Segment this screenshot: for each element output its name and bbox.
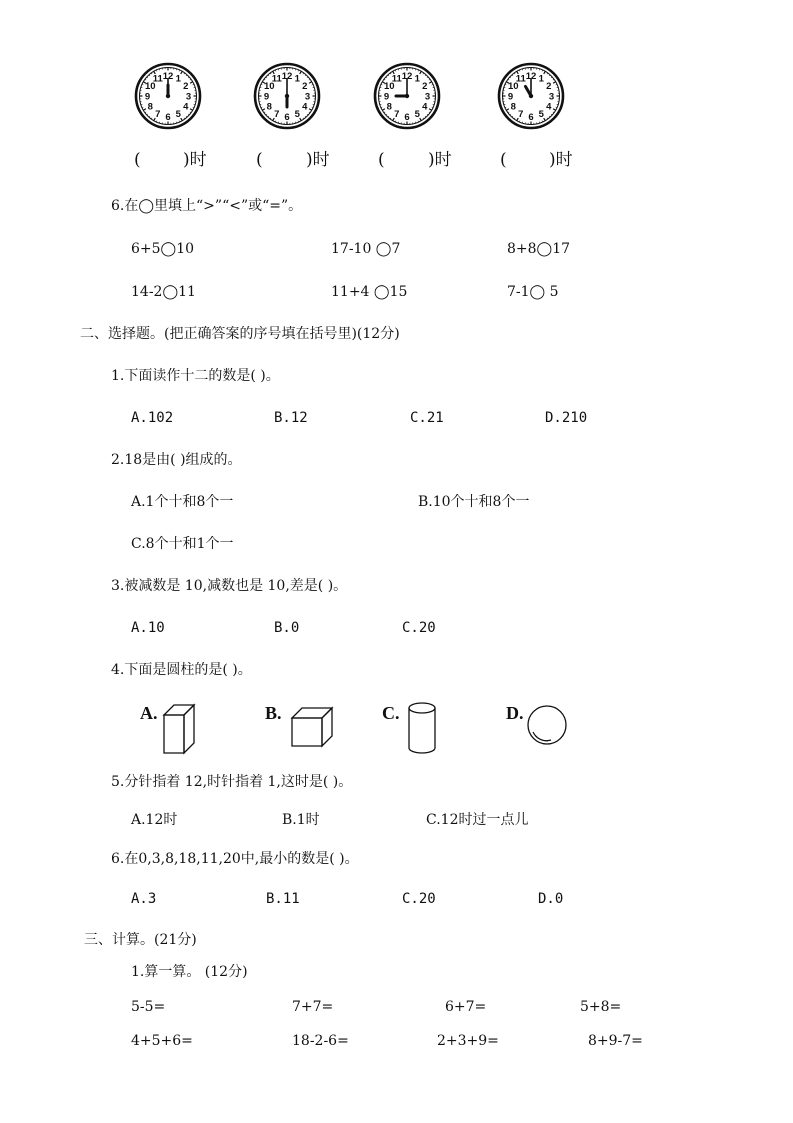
clock-number: 10	[263, 81, 275, 93]
clock-tick	[429, 82, 432, 84]
clock-number: 9	[263, 91, 270, 103]
clock-tick	[429, 112, 430, 113]
sphere-shape	[524, 702, 570, 748]
clock-tick	[547, 118, 548, 119]
clock-number: 11	[515, 73, 526, 85]
clock-tick	[544, 71, 546, 74]
calc-item: 5-5=	[131, 999, 166, 1015]
clock-number: 5	[414, 109, 420, 121]
calc-item: 7+7=	[292, 999, 334, 1015]
clock-tick	[188, 114, 189, 115]
clock-tick	[184, 118, 185, 119]
clock-number: 12	[281, 70, 293, 82]
clock-number: 7	[518, 109, 524, 121]
clock-tick	[386, 114, 387, 115]
cuboid-shape	[160, 701, 196, 755]
compare-item: 17-10 ◯7	[331, 241, 401, 257]
clock-tick	[547, 73, 548, 74]
clock-tick	[309, 112, 310, 113]
clock-tick	[510, 114, 511, 115]
clock-answer-close: )时	[549, 150, 573, 170]
clock-number: 4	[302, 101, 308, 113]
option: C.20	[402, 620, 436, 636]
clock-tick	[386, 77, 387, 78]
clock-tick	[190, 109, 193, 111]
clock-number: 4	[422, 101, 428, 113]
option: A.3	[131, 891, 157, 907]
option: B.10个十和8个一	[418, 494, 530, 510]
clock-tick	[429, 109, 432, 111]
clock-number: 1	[294, 73, 300, 85]
clock-number: 3	[185, 91, 192, 103]
clock-answer-open: (	[256, 150, 263, 170]
clock-number: 6	[528, 111, 534, 123]
clock-tick	[147, 77, 148, 78]
clock-number: 12	[401, 70, 413, 82]
clock-tick	[512, 75, 513, 76]
clock-number: 8	[147, 101, 153, 113]
option-label-b: B.	[265, 703, 282, 723]
clock-tick	[307, 114, 308, 115]
clock-number: 10	[507, 81, 519, 93]
option: D.210	[545, 410, 588, 426]
option: C.20	[402, 891, 436, 907]
section-title: 三、计算。(21分)	[84, 932, 197, 948]
option: C.12时过一点儿	[426, 812, 529, 828]
clock-number: 9	[507, 91, 514, 103]
clock-number: 8	[386, 101, 392, 113]
clock-tick	[553, 112, 554, 113]
clock-number: 12	[525, 70, 537, 82]
clock-number: 12	[162, 70, 174, 82]
clock-answer-open: (	[378, 150, 385, 170]
clock-tick	[151, 118, 152, 119]
clock-tick	[190, 112, 191, 113]
question-text: 5.分针指着 12,时针指着 1,这时是( )。	[111, 774, 353, 790]
clock-number: 10	[383, 81, 395, 93]
clock-tick	[149, 116, 150, 117]
clock-tick	[425, 116, 426, 117]
clock-tick	[149, 75, 150, 76]
clock-tick	[508, 112, 509, 113]
clock-tick	[553, 109, 556, 111]
clock-number: 2	[422, 81, 428, 93]
calc-item: 2+3+9=	[437, 1033, 499, 1049]
calc-item: 8+9-7=	[588, 1033, 643, 1049]
clock-tick	[427, 77, 428, 78]
clock-tick	[384, 79, 385, 80]
clock-tick	[425, 75, 426, 76]
calc-item: 5+8=	[580, 999, 622, 1015]
clock-tick	[553, 79, 554, 80]
clock-tick	[384, 112, 385, 113]
option-label-a: A.	[140, 703, 158, 723]
calc-item: 6+7=	[445, 999, 487, 1015]
clock-tick	[309, 79, 310, 80]
option: B.12	[274, 410, 308, 426]
clock-center	[529, 94, 533, 98]
clock-answer-close: )时	[306, 150, 330, 170]
clock-tick	[307, 77, 308, 78]
clock-tick	[427, 114, 428, 115]
clock-tick	[508, 79, 509, 80]
clock-tick	[188, 77, 189, 78]
clock-tick	[420, 118, 422, 121]
clock-tick	[309, 109, 312, 111]
clock-tick	[264, 112, 265, 113]
clock-number: 11	[152, 73, 163, 85]
clock-tick	[309, 82, 312, 84]
clock-number: 2	[546, 81, 552, 93]
clock-tick	[145, 112, 146, 113]
cube-shape	[288, 706, 336, 748]
clock-center	[285, 94, 289, 98]
section-title: 二、选择题。(把正确答案的序号填在括号里)(12分)	[80, 326, 400, 342]
clock-answer-open: (	[134, 150, 141, 170]
clock-number: 1	[414, 73, 420, 85]
option: D.0	[538, 891, 564, 907]
clock-tick	[514, 118, 515, 119]
clock-tick	[551, 77, 552, 78]
clock-number: 6	[404, 111, 410, 123]
question-text: 4.下面是圆柱的是( )。	[111, 662, 252, 678]
clock-tick	[510, 77, 511, 78]
clock-number: 2	[183, 81, 189, 93]
clock-number: 7	[274, 109, 280, 121]
question-text: 2.18是由( )组成的。	[111, 452, 242, 468]
clock-number: 5	[175, 109, 181, 121]
q6-prompt: 6.在◯里填上“>”“<”或“=”。	[111, 198, 303, 214]
clock-answer-close: )时	[183, 150, 207, 170]
clock-number: 7	[155, 109, 161, 121]
option: A.102	[131, 410, 174, 426]
clock-tick	[268, 75, 269, 76]
clock-number: 1	[175, 73, 181, 85]
option: A.12时	[131, 812, 178, 828]
clock-number: 11	[271, 73, 282, 85]
compare-item: 6+5◯10	[131, 241, 195, 257]
clock-number: 1	[538, 73, 544, 85]
clock-tick	[186, 116, 187, 117]
clock-tick	[551, 114, 552, 115]
clock-tick	[181, 71, 183, 74]
clock-tick	[388, 75, 389, 76]
clock-tick	[544, 118, 546, 121]
clock-tick	[303, 118, 304, 119]
option: B.11	[266, 891, 300, 907]
clock-tick	[266, 114, 267, 115]
clock-3	[373, 62, 441, 130]
question-text: 1.下面读作十二的数是( )。	[111, 368, 280, 384]
clock-tick	[268, 116, 269, 117]
clock-tick	[390, 118, 391, 119]
clock-4	[497, 62, 565, 130]
clock-tick	[300, 118, 302, 121]
clock-number: 2	[302, 81, 308, 93]
clock-number: 9	[383, 91, 390, 103]
clock-number: 3	[548, 91, 555, 103]
clock-tick	[388, 116, 389, 117]
option-label-c: C.	[382, 703, 400, 723]
sub-question: 1.算一算。 (12分)	[131, 964, 248, 980]
compare-item: 14-2◯11	[131, 284, 196, 300]
clock-tick	[145, 79, 146, 80]
clock-center	[166, 94, 170, 98]
clock-tick	[305, 75, 306, 76]
clock-tick	[512, 116, 513, 117]
calc-item: 18-2-6=	[292, 1033, 349, 1049]
clock-number: 8	[510, 101, 516, 113]
option: A.1个十和8个一	[131, 494, 234, 510]
clock-tick	[549, 116, 550, 117]
calc-item: 4+5+6=	[131, 1033, 193, 1049]
clock-tick	[423, 118, 424, 119]
clock-tick	[270, 118, 271, 119]
compare-item: 8+8◯17	[507, 241, 571, 257]
clock-number: 5	[538, 109, 544, 121]
clock-number: 8	[266, 101, 272, 113]
clock-tick	[190, 79, 191, 80]
clock-tick	[303, 73, 304, 74]
clock-tick	[264, 79, 265, 80]
clock-tick	[420, 71, 422, 74]
clock-number: 3	[304, 91, 311, 103]
clock-number: 6	[165, 111, 171, 123]
clock-number: 10	[144, 81, 156, 93]
clock-number: 3	[424, 91, 431, 103]
clock-number: 7	[394, 109, 400, 121]
clock-number: 11	[391, 73, 402, 85]
clock-tick	[184, 73, 185, 74]
question-text: 6.在0,3,8,18,11,20中,最小的数是( )。	[111, 851, 359, 867]
option: B.1时	[282, 812, 320, 828]
clock-tick	[423, 73, 424, 74]
clock-tick	[190, 82, 193, 84]
clock-tick	[300, 71, 302, 74]
cylinder-shape	[404, 700, 440, 756]
clock-number: 5	[294, 109, 300, 121]
clock-number: 4	[546, 101, 552, 113]
clock-tick	[506, 109, 509, 111]
option: C.21	[410, 410, 444, 426]
clock-answer-open: (	[500, 150, 507, 170]
clock-tick	[429, 79, 430, 80]
compare-item: 11+4 ◯15	[331, 284, 408, 300]
clock-tick	[186, 75, 187, 76]
clock-tick	[382, 109, 385, 111]
option: C.8个十和1个一	[131, 536, 234, 552]
compare-item: 7-1◯ 5	[507, 284, 559, 300]
clock-tick	[143, 109, 146, 111]
clock-tick	[305, 116, 306, 117]
clock-tick	[147, 114, 148, 115]
clock-tick	[549, 75, 550, 76]
clock-tick	[181, 118, 183, 121]
clock-tick	[262, 109, 265, 111]
clock-center	[405, 94, 409, 98]
clock-2	[253, 62, 321, 130]
clock-number: 9	[144, 91, 151, 103]
question-text: 3.被减数是 10,减数也是 10,差是( )。	[111, 578, 348, 594]
clock-tick	[553, 82, 556, 84]
clock-tick	[266, 77, 267, 78]
clock-number: 6	[284, 111, 290, 123]
option: A.10	[131, 620, 165, 636]
clock-1	[134, 62, 202, 130]
clock-number: 4	[183, 101, 189, 113]
clock-answer-close: )时	[428, 150, 452, 170]
option: B.0	[274, 620, 300, 636]
option-label-d: D.	[506, 703, 524, 723]
